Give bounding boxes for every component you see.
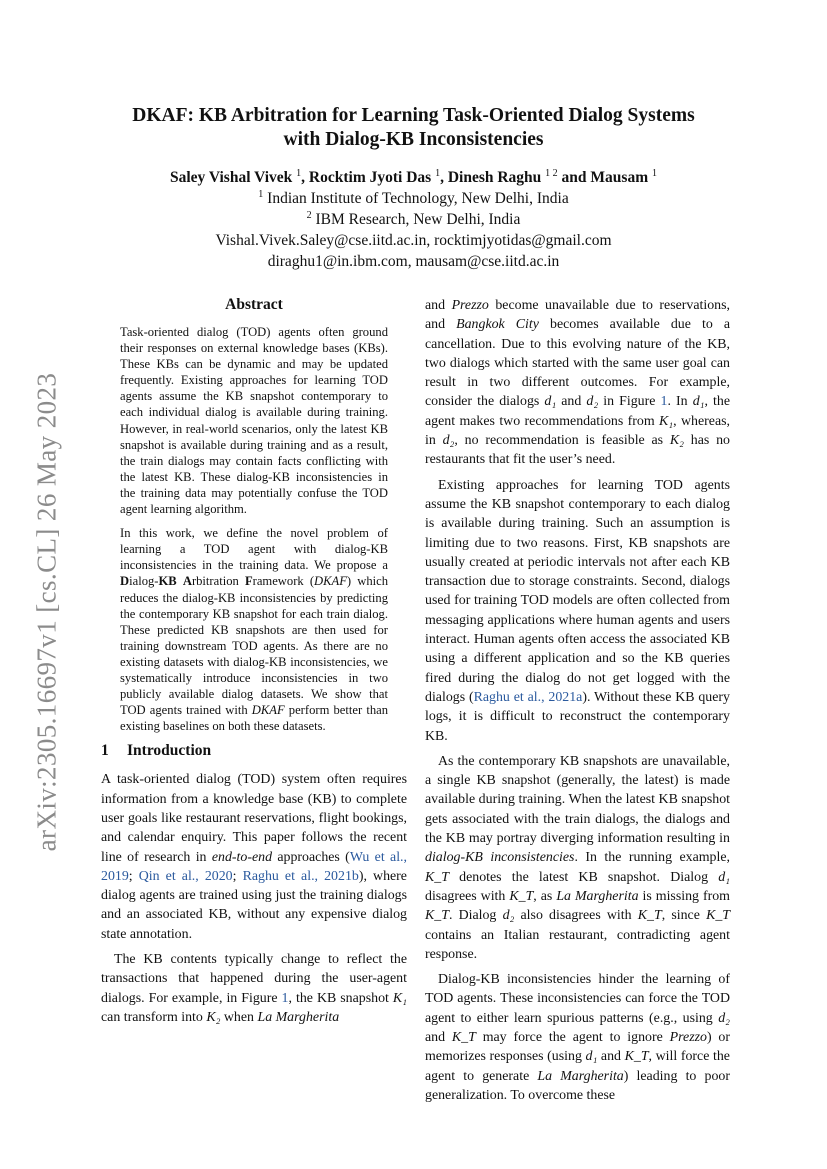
citation-link[interactable]: Raghu et al., 2021a [473, 689, 583, 705]
author-2: Rocktim Jyoti Das [308, 169, 432, 186]
affiliation-2-mark: 2 [306, 209, 312, 221]
emphasis: end-to-end [211, 849, 273, 865]
figure-link[interactable]: 1 [660, 394, 668, 410]
affiliation-1-mark: 1 [258, 188, 264, 200]
emphasis: Prezzo [669, 1029, 707, 1045]
text-run: Existing approaches for learning TOD agents assume the KB snapshot contemporary to each dialog is available during training. Such an assumption is limiting due to two reasons. First, KB snapshots are usually created at periodic intervals not after each KB transaction due to storage constraints. Second, dialogs used for training TOD models are often collected from messaging applications where human agents and users interact. Human agents often access the associated KB using a different application and so the KB queries fired during the dialog do not get logged with the dialogs ( [425, 477, 730, 705]
text-run: The KB contents typically change to reflect the transactions that happened during the user-agent dialogs. For example, in Figure [101, 952, 407, 1006]
right-column [425, 296, 730, 1105]
text-run: ) which reduces the dialog-KB inconsistencies by predicting the contemporary KB snapshot for each train dialog. These predicted KB snapshots are then used for training downstream TOD agents. As there are no existing datasets with dialog-KB inconsistencies, we systematically introduce inconsistencies in two publicly available dialog datasets. We show that TOD agents trained with [120, 574, 388, 718]
text-run: may force the agent to ignore [475, 1029, 670, 1045]
text-run: and [556, 394, 587, 410]
text-run: becomes available due to a cancellation. Due to this evolving nature of the KB, two dialogs which started with the same user goal can result in two different outcomes. For example, consider the dialogs [425, 317, 730, 410]
section-heading-introduction [101, 742, 407, 760]
affiliation-2-text: IBM Research, New Delhi, India [315, 211, 521, 228]
title-line-1: DKAF: KB Arbitration for Learning Task-Oriented Dialog Systems [132, 105, 695, 126]
text-run: rbitration [191, 574, 245, 589]
text-run: ialog- [129, 574, 159, 589]
emphasis: La Margherita [556, 888, 639, 904]
text-run: ) or memorizes responses (using [425, 1029, 731, 1065]
text-run: disagrees with [425, 888, 510, 904]
acronym-letter: D [120, 574, 130, 589]
text-run: In this work, we define the novel problem of learning a TOD agent with dialog-KB inconsistencies in the training data. We propose a [120, 526, 388, 573]
acronym-letter: KB [158, 574, 177, 589]
author-3: Dinesh Raghu [447, 169, 542, 186]
math-symbol: K₂ [669, 433, 684, 449]
text-run: , will force the agent to generate [425, 1049, 730, 1084]
acronym-letter: F [244, 574, 253, 589]
math-symbol: d₁ [692, 394, 705, 410]
text-run: , no recommendation is feasible as [454, 433, 670, 449]
text-run: , whereas, in [425, 413, 730, 449]
abstract-body [120, 324, 388, 734]
affiliation-2 [80, 209, 747, 230]
citation-link[interactable]: Qin et al., 2020 [138, 868, 233, 884]
math-symbol: K₁ [659, 413, 674, 429]
affiliation-1-text: Indian Institute of Technology, New Delhi, India [267, 190, 569, 207]
arxiv-identifier: arXiv:2305.16697v1 [cs.CL] 26 May 2023 [31, 372, 62, 852]
text-run: when [220, 1009, 258, 1025]
abstract-paragraph-1: Task-oriented dialog (TOD) agents often ground their responses on external knowledge bases (KBs). These KBs can be dynamic and may be updated frequently. Existing approaches for learning TOD agents assume the KB snapshot contemporary to each individual dialog is available during training. However, in real-world scenarios, only the latest KB snapshot is available during training and as a result, the train dialogs may contain facts conflicting with the latest KB. These dialog-KB inconsistencies in the training data may potentially confuse the TOD agent learning algorithm. [120, 325, 388, 517]
text-run: , the agent makes two recommendations from [425, 394, 730, 429]
author-names: Saley Vishal Vivek $^1$, Rocktim Jyoti Das $^1$, Dinesh Raghu $^{1 2}$ and Mausam $^1$ [169, 167, 657, 186]
author-1-affil: 1 [296, 167, 302, 179]
math-symbol: K_T [509, 888, 534, 904]
text-run: contains an Italian restaurant, contradicting agent response. [425, 927, 730, 962]
text-run: and [597, 1049, 625, 1065]
method-name: DKAF [314, 574, 347, 589]
math-symbol: K₁ [392, 990, 408, 1006]
arxiv-sidebar-stamp [32, 352, 62, 872]
math-symbol: d₂ [718, 1010, 730, 1026]
right-paragraph-3 [425, 752, 730, 964]
math-symbol: K_T [425, 869, 449, 885]
citation-link[interactable]: Raghu et al., 2021b [242, 868, 359, 884]
left-column [101, 296, 407, 1027]
text-run: also disagrees with [514, 908, 638, 924]
text-run: is missing from [638, 888, 730, 904]
math-symbol: d₂ [586, 394, 599, 410]
abstract-heading: Abstract [225, 296, 283, 313]
text-run: , as [533, 888, 557, 904]
math-symbol: K_T [451, 1029, 476, 1045]
text-run: approaches ( [272, 849, 350, 865]
author-4-affil: 1 [652, 167, 657, 179]
math-symbol: d₂ [442, 433, 455, 449]
math-symbol: K_T [706, 908, 730, 924]
text-run: . In [667, 394, 693, 410]
text-run: ). Without these KB query logs, it is difficult to reconstruct the contemporary KB. [425, 689, 730, 744]
title-line-2: with Dialog-KB Inconsistencies [283, 129, 544, 150]
text-run: and [425, 298, 452, 313]
text-run: ), where dialog agents are trained using just the training dialogs and an associated KB, without any expensive dialog state annotation. [101, 868, 407, 942]
math-symbol: K_T [637, 908, 662, 924]
section-number: 1 [101, 742, 109, 760]
text-run: become unavailable due to reservations, and [425, 298, 730, 333]
citation-link[interactable]: Wu et al., 2019 [101, 849, 407, 884]
text-run: in Figure [598, 394, 661, 410]
author-2-affil: 1 [435, 167, 441, 179]
text-run: can transform into [101, 1009, 207, 1025]
text-run: As the contemporary KB snapshots are unavailable, a single KB snapshot (generally, the latest) is made available during training. When the latest KB snapshot gets associated with the train dialogs, the dialogs and the KB may portray diverging information resulting in [425, 753, 730, 847]
math-symbol: d₁ [544, 394, 557, 410]
text-run: A task-oriented dialog (TOD) system often requires information from a knowledge base (KB) to complete user goals like restaurant reservations, flight bookings, and calendar enquiry. This paper follows the recent line of research in [101, 772, 407, 865]
text-run: , since [661, 908, 707, 924]
emphasis: La Margherita [537, 1068, 624, 1084]
text-run: and [425, 1029, 452, 1045]
math-symbol: K_T [425, 908, 449, 924]
author-1: Saley Vishal Vivek [169, 169, 293, 186]
method-name: DKAF [251, 703, 285, 718]
text-run: denotes the latest KB snapshot. Dialog [448, 869, 719, 885]
emphasis: dialog-KB inconsistencies [425, 850, 575, 866]
text-run: , the KB snapshot [288, 990, 393, 1006]
right-paragraph-4 [425, 970, 730, 1105]
affiliation-1 [80, 188, 747, 209]
paper-title [100, 104, 727, 152]
text-run: ramework ( [252, 574, 315, 589]
text-run: ; [232, 868, 243, 884]
emphasis: Bangkok City [456, 317, 539, 333]
right-paragraph-2 [425, 476, 730, 746]
author-3-affil: 1 2 [545, 167, 558, 179]
intro-paragraph-2 [101, 950, 407, 1027]
text-run: has no restaurants that fit the user’s need. [425, 433, 730, 468]
text-run: Dialog-KB inconsistencies hinder the learning of TOD agents. These inconsistencies can force the TOD agent to either learn spurious patterns (e.g., using [425, 972, 730, 1026]
author-and: and [561, 169, 587, 186]
text-run: ) leading to poor generalization. To overcome these [425, 1068, 730, 1103]
text-run: perform better than existing baselines on both these datasets. [120, 703, 388, 734]
acronym-letter: A [182, 574, 192, 589]
math-symbol: d₁ [585, 1049, 598, 1065]
emphasis: La Margherita [257, 1009, 340, 1025]
email-line-1: Vishal.Vivek.Saley@cse.iitd.ac.in, rocktimjyotidas@gmail.com [215, 232, 612, 249]
author-block [80, 167, 747, 272]
math-symbol: K_T [624, 1049, 649, 1065]
author-4: Mausam [590, 169, 649, 186]
intro-paragraph-1 [101, 770, 407, 944]
text-run: . Dialog [448, 908, 503, 924]
right-paragraph-1 [425, 296, 730, 470]
email-line-2: diraghu1@in.ibm.com, mausam@cse.iitd.ac.in [267, 253, 560, 270]
emphasis: Prezzo [451, 298, 489, 313]
abstract-paragraph-2 [120, 525, 388, 734]
text-run: . In the running example, [574, 850, 731, 866]
text-run: ; [128, 868, 139, 884]
section-title: Introduction [127, 742, 212, 760]
introduction-body [101, 770, 407, 1027]
math-symbol: K₂ [206, 1009, 221, 1025]
math-symbol: d₂ [502, 908, 515, 924]
math-symbol: d₁ [718, 869, 730, 885]
figure-link[interactable]: 1 [281, 990, 289, 1006]
